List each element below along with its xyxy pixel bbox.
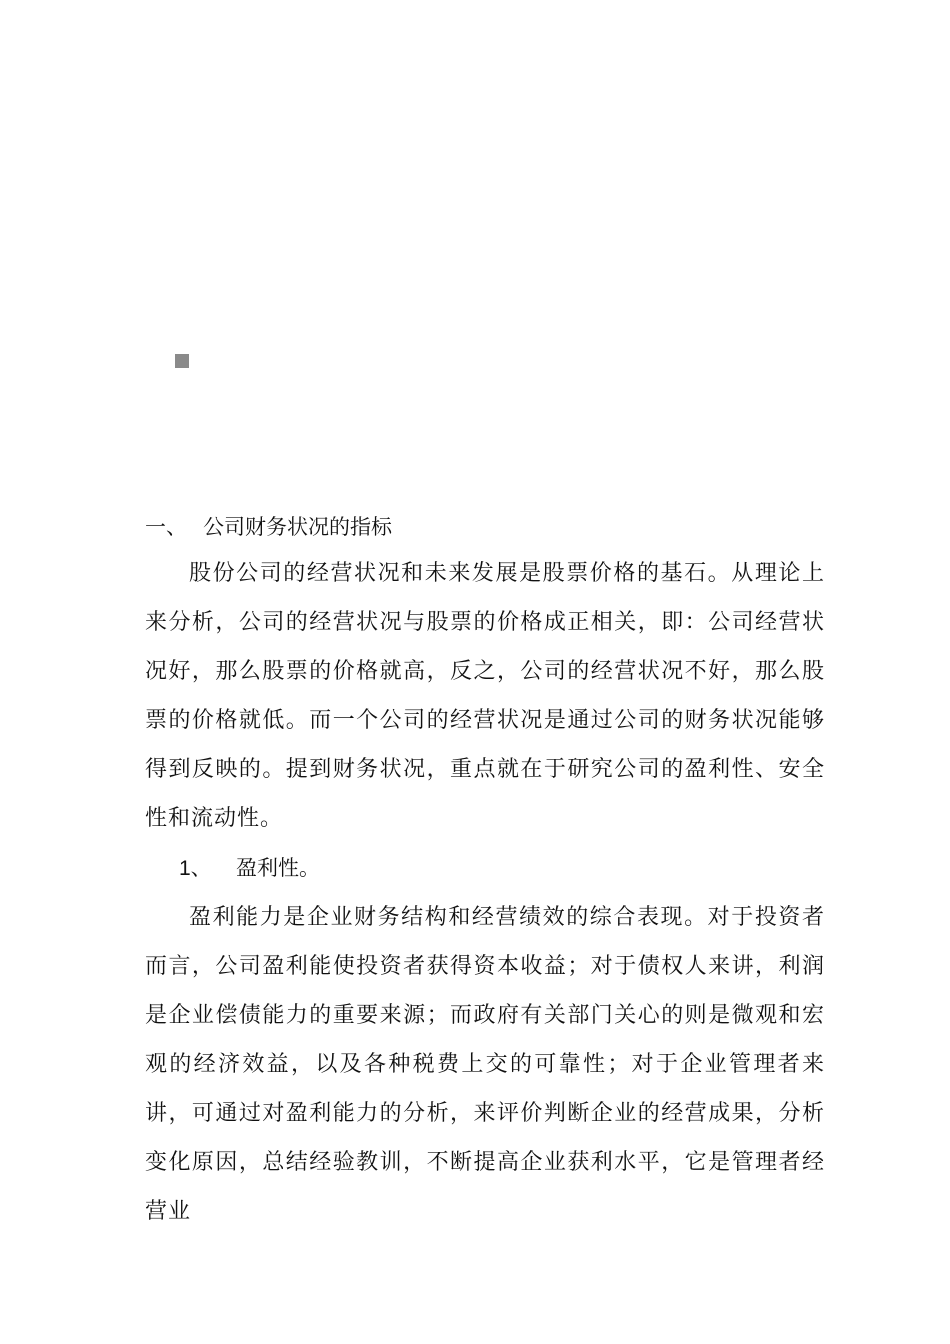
- subsection-heading: [145, 843, 825, 893]
- subsection-paragraph: 盈利能力是企业财务结构和经营绩效的综合表现。对于投资者而言，公司盈利能使投资者获得资本收益；对于债权人来讲，利润是企业偿债能力的重要来源；而政府有关部门关心的则是微观和宏观的经济效益，以及各种税费上交的可靠性；对于企业管理者来讲，可通过对盈利能力的分析，来评价判断企业的经营成果，分析变化原因，总结经验教训，不断提高企业获利水平，它是管理者经营业: [145, 905, 825, 1224]
- subsection-number: 1、: [179, 857, 212, 880]
- section-heading: [145, 505, 825, 549]
- square-bullet-icon: [175, 354, 189, 368]
- subsection-title: 盈利性。: [236, 856, 320, 880]
- section-paragraph: 股份公司的经营状况和未来发展是股票价格的基石。从理论上来分析，公司的经营状况与股票的价格成正相关，即：公司经营状况好，那么股票的价格就高，反之，公司的经营状况不好，那么股票的价格就低。而一个公司的经营状况是通过公司的财务状况能够得到反映的。提到财务状况，重点就在于研究公司的盈利性、安全性和流动性。: [145, 561, 825, 831]
- section-number: 一、: [145, 515, 187, 539]
- document-body: [145, 505, 825, 1236]
- section-title: 公司财务状况的指标: [203, 515, 392, 539]
